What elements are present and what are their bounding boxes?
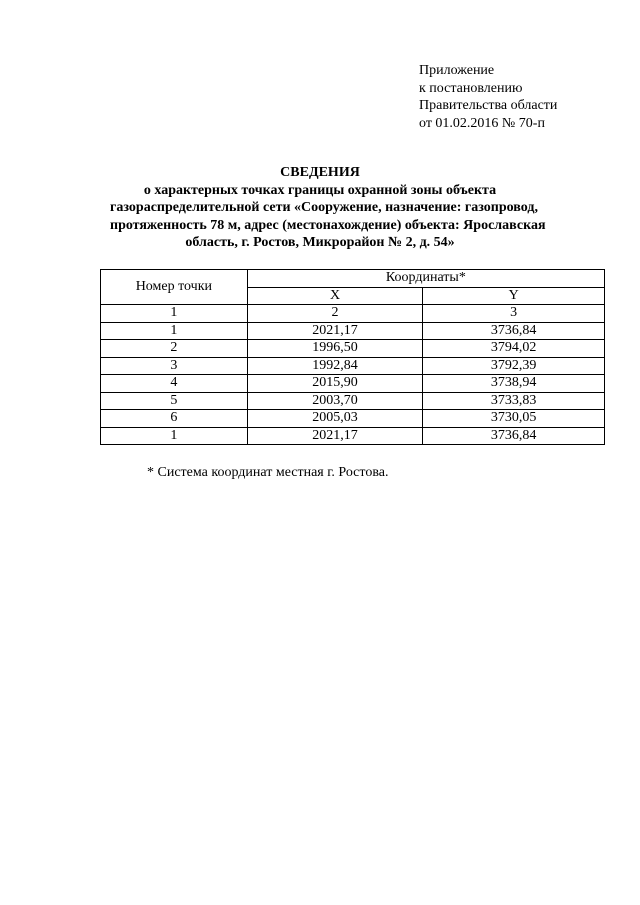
- table-cell: 2015,90: [247, 375, 423, 393]
- heading-line: о характерных точках границы охранной зоны объекта: [143, 182, 497, 198]
- table-cell: 3733,83: [423, 392, 605, 410]
- table-row: [101, 340, 605, 358]
- table-cell: 3738,94: [423, 375, 605, 393]
- table-cell: 1996,50: [247, 340, 423, 358]
- document-heading: [110, 164, 546, 252]
- table-cell: 2: [101, 340, 248, 358]
- table-row: [101, 410, 605, 428]
- coordinates-header: Координаты*: [247, 270, 604, 288]
- column-index-row: [101, 305, 605, 323]
- document-title: СВЕДЕНИЯ: [280, 165, 360, 180]
- appendix-note: [419, 62, 557, 132]
- table-cell: 2021,17: [247, 322, 423, 340]
- table-row: [101, 392, 605, 410]
- table-cell: 4: [101, 375, 248, 393]
- table-row: [101, 357, 605, 375]
- appendix-date-line: от 01.02.2016 № 70-п: [419, 115, 545, 131]
- footnote: * Система координат местная г. Ростова.: [147, 465, 389, 480]
- table-cell: 3792,39: [423, 357, 605, 375]
- heading-line: протяженность 78 м, адрес (местонахождение) объекта: Ярославская: [110, 217, 546, 233]
- table-cell: 5: [101, 392, 248, 410]
- table-cell: 1: [101, 305, 248, 323]
- y-header: Y: [423, 287, 605, 305]
- coordinates-table: [100, 269, 605, 445]
- table-cell: 2021,17: [247, 427, 423, 445]
- table-header-row: [101, 270, 605, 288]
- table-cell: 1992,84: [247, 357, 423, 375]
- x-header: X: [247, 287, 423, 305]
- heading-line: область, г. Ростов, Микрорайон № 2, д. 54»: [185, 235, 455, 250]
- table-row: [101, 427, 605, 445]
- heading-line: газораспределительной сети «Сооружение, назначение: газопровод,: [110, 200, 538, 215]
- table-cell: 6: [101, 410, 248, 428]
- point-number-header: Номер точки: [101, 270, 248, 305]
- table-cell: 3730,05: [423, 410, 605, 428]
- table-cell: 2005,03: [247, 410, 423, 428]
- appendix-line: Правительства области: [419, 98, 558, 113]
- table-cell: 3: [423, 305, 605, 323]
- table-cell: 2003,70: [247, 392, 423, 410]
- table-row: [101, 375, 605, 393]
- appendix-line: к постановлению: [419, 80, 523, 96]
- table-cell: 1: [101, 427, 248, 445]
- table-cell: 3794,02: [423, 340, 605, 358]
- table-cell: 2: [247, 305, 423, 323]
- table-cell: 3736,84: [423, 427, 605, 445]
- table-cell: 1: [101, 322, 248, 340]
- appendix-line: Приложение: [419, 63, 495, 78]
- table-cell: 3: [101, 357, 248, 375]
- table-cell: 3736,84: [423, 322, 605, 340]
- table-row: [101, 322, 605, 340]
